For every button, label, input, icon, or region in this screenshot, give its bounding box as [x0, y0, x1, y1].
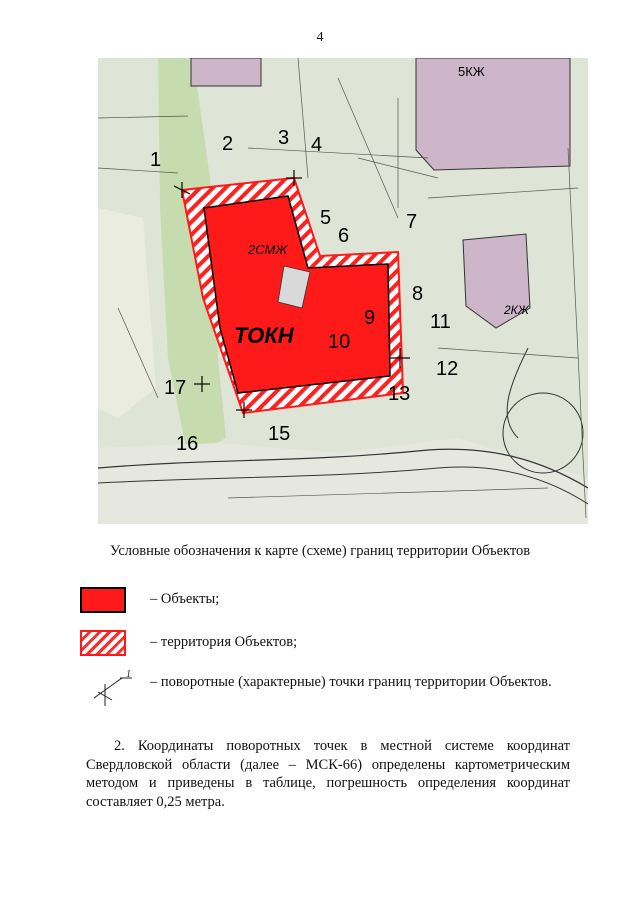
point-label-11: 11 — [430, 311, 451, 333]
point-label-15: 15 — [268, 423, 291, 445]
point-label-13: 13 — [388, 383, 411, 405]
point-label-12: 12 — [436, 358, 459, 380]
point-label-4: 4 — [311, 134, 323, 156]
hatched-red-swatch-icon — [80, 630, 126, 656]
legend-text-objects: – Объекты; — [150, 591, 220, 607]
point-label-6: 6 — [338, 225, 350, 247]
turn-point-icon-label: 1 — [126, 670, 131, 680]
point-label-8: 8 — [412, 283, 424, 305]
point-label-7: 7 — [406, 211, 418, 233]
coordinates-paragraph — [86, 737, 570, 811]
page-number: 4 — [316, 30, 324, 45]
turn-point-icon — [90, 670, 140, 710]
point-label-2: 2 — [222, 133, 234, 155]
point-label-17: 17 — [164, 377, 187, 399]
object-name-label: ТОКН — [234, 323, 294, 348]
point-label-10: 10 — [328, 331, 351, 353]
boundary-map — [98, 58, 588, 524]
point-label-5: 5 — [320, 207, 332, 229]
point-label-9: 9 — [364, 307, 376, 329]
legend-item-turn-points — [80, 670, 600, 700]
solid-red-swatch-icon — [80, 587, 126, 613]
coordinates-paragraph-text: 2. Координаты поворотных точек в местной системе координат Свердловской области (далее – МСК-66) определены картометрическим методом и приведены в таблице, погрешность определения координат составляет 0,25 метра. — [86, 738, 570, 810]
legend-text-turn-points: – поворотные (характерные) точки границ территории Объектов. — [150, 674, 552, 690]
building-top-left — [191, 58, 261, 86]
point-label-1: 1 — [150, 149, 162, 171]
point-label-16: 16 — [176, 433, 199, 455]
zone-label-top-right: 5КЖ — [458, 64, 485, 79]
building-top-right — [416, 58, 570, 170]
legend-title: Условные обозначения к карте (схеме) границ территории Объектов — [109, 543, 531, 559]
zone-label-east: 2КЖ — [504, 303, 529, 317]
zone-label-main: 2СМЖ — [248, 242, 288, 257]
point-label-3: 3 — [278, 127, 290, 149]
legend-text-territory: – территория Объектов; — [150, 634, 298, 650]
